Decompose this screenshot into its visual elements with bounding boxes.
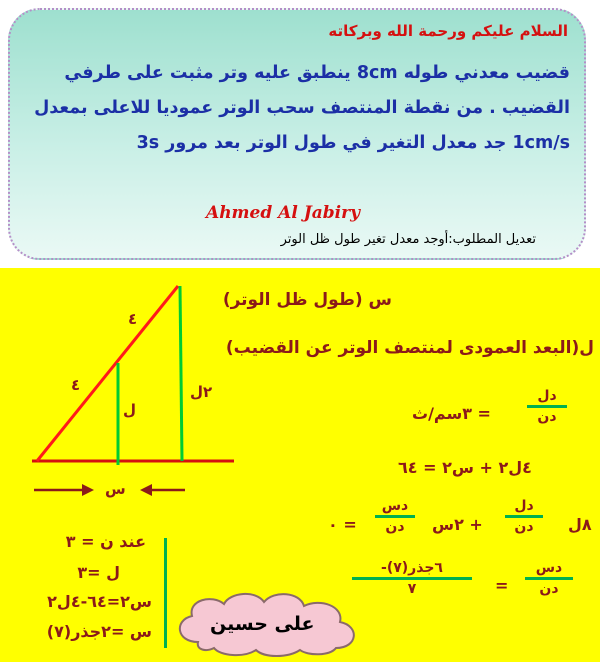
rate-numerator: دل [537, 388, 557, 404]
author-signature: Ahmed Al Jabiry [206, 203, 360, 223]
rate-rhs: = ٣سم/ث [412, 404, 491, 423]
label-four-bottom: ٤ [71, 376, 81, 394]
diff-f2-denominator: دن [385, 519, 405, 535]
diff-f1-denominator: دن [514, 519, 534, 535]
diff-fraction-1 [505, 498, 543, 535]
label-2l: ٢ل [190, 383, 213, 401]
label-four-top: ٤ [128, 310, 138, 328]
problem-text: قضيب معدني طوله 8cm ينطبق عليه وتر مثبت على طرفي القضيب . من نقطة المنتصف سحب الوتر عموديا للاعلى بمعدل 1cm/s جد معدل التغير في طول الوتر بعد مرور 3s [34, 63, 570, 153]
problem-card [8, 8, 586, 260]
when-line-3: س٢=٦٤-٤ل٢ [47, 592, 152, 611]
triangle-diagram [0, 268, 260, 508]
rate-denominator: دن [537, 409, 557, 425]
label-l: ل [123, 401, 137, 419]
diff-f1-numerator: دل [514, 498, 534, 514]
right-arrow-head [140, 484, 152, 496]
tall-height-line [180, 286, 182, 461]
rate-fraction [527, 388, 567, 425]
final-equals: = [495, 576, 509, 595]
diff-middle: + ٢س [432, 515, 483, 534]
greeting: السلام عليكم ورحمة الله وبركاته [328, 22, 568, 40]
label-s: س [105, 480, 126, 498]
final-rhs-fraction [352, 560, 472, 597]
when-line-1: عند ن = ٣ [65, 532, 146, 551]
hypotenuse-line [37, 286, 178, 461]
when-line-4: س =٢جذر(٧) [46, 622, 152, 641]
final-lhs-fraction [525, 560, 573, 597]
relation-equation: ٤ل٢ + س٢ = ٦٤ [398, 458, 532, 477]
definition-l: ل(البعد العمودى لمنتصف الوتر عن القضيب) [225, 338, 594, 358]
diff-f2-numerator: دس [381, 498, 409, 514]
header-area [0, 0, 600, 268]
edit-note: تعديل المطلوب:أوجد معدل تغير طول ظل الوتر [280, 232, 536, 247]
final-rhs-denominator: ٧ [407, 581, 417, 597]
when-divider [164, 538, 167, 648]
solution-panel [0, 268, 600, 662]
when-line-2: ل =٣ [77, 563, 120, 582]
left-arrow-head [82, 484, 94, 496]
diff-rhs: = ٠ [328, 515, 357, 534]
diff-fraction-2 [375, 498, 415, 535]
definition-s: س (طول ظل الوتر) [222, 290, 392, 310]
diff-prefix: ٨ل [568, 515, 592, 534]
cloud-text: على حسين [210, 613, 315, 635]
final-lhs-numerator: دس [535, 560, 563, 576]
final-lhs-denominator: دن [539, 581, 559, 597]
final-rhs-numerator: -٦جذر(٧) [381, 560, 443, 576]
